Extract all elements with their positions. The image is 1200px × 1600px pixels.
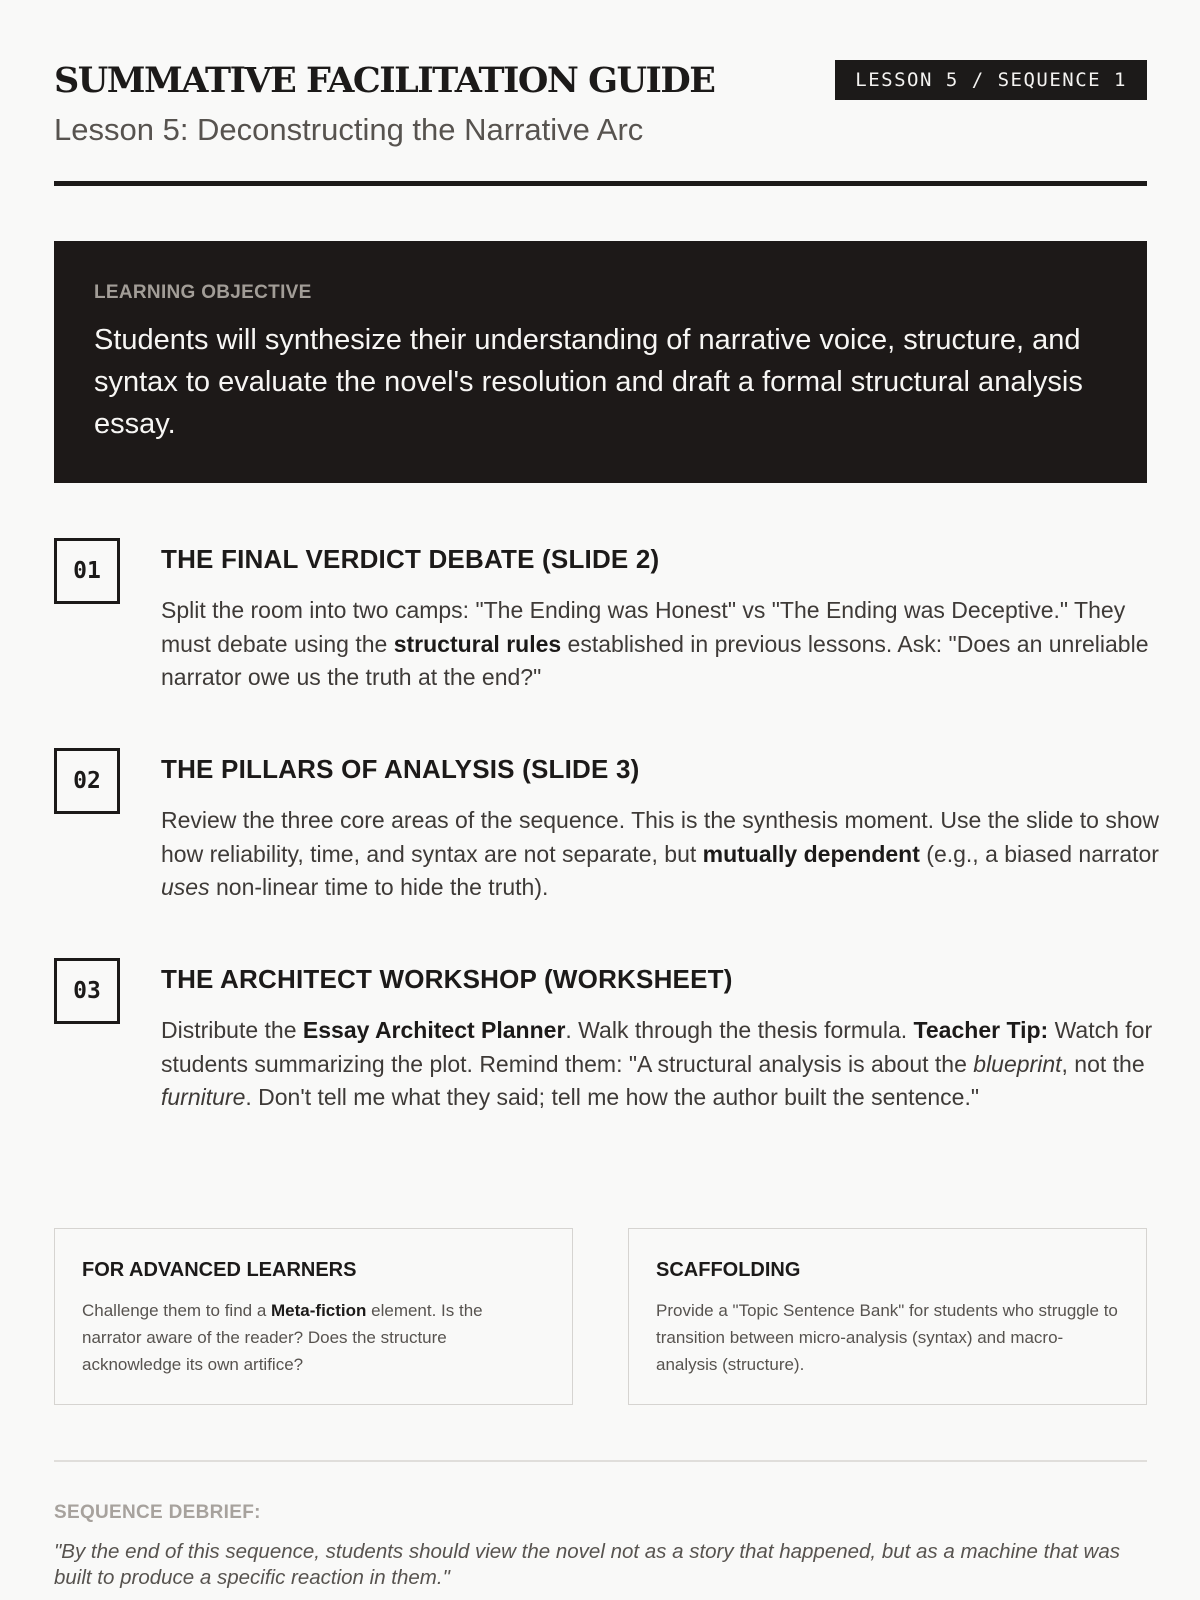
step-description: Review the three core areas of the sequence. This is the synthesis moment. Use the slide to show how reliability, time, and syntax are not separate, but mutually dependent (e.g., a biased narrator uses non-linear time to hide the truth). [161,807,1160,900]
objective-label: LEARNING OBJECTIVE [94,282,312,303]
teacher-tip-label: Teacher Tip: [913,1017,1049,1043]
debrief-quote: "By the end of this sequence, students should view the novel not as a story that happened, but as a machine that was built to produce a specific reaction in them." [54,1540,1120,1589]
card-text: Challenge them to find a Meta-fiction element. Is the narrator aware of the reader? Does the structure acknowledge its own artifice? [82,1301,483,1374]
header-divider [54,181,1147,186]
italic-text: uses [161,874,210,900]
card-title: FOR ADVANCED LEARNERS [82,1259,357,1281]
page-header [54,58,1147,148]
advanced-learners-card [54,1228,573,1405]
lesson-sequence-badge: LESSON 5 / SEQUENCE 1 [835,60,1147,100]
page-subtitle: Lesson 5: Deconstructing the Narrative Arc [54,112,644,147]
italic-text: blueprint [973,1050,1062,1077]
emphasis-text: Meta-fiction [271,1301,367,1320]
step-number-badge: 01 [54,538,120,604]
objective-text: Students will synthesize their understanding of narrative voice, structure, and syntax to evaluate the novel's resolution and draft a formal structural analysis essay. [94,324,1083,440]
step-number-badge: 03 [54,958,120,1024]
step-title: THE FINAL VERDICT DEBATE (SLIDE 2) [161,544,660,574]
page-title: SUMMATIVE FACILITATION GUIDE [54,60,715,101]
italic-text: furniture [161,1084,246,1110]
step-title: THE ARCHITECT WORKSHOP (WORKSHEET) [161,964,733,994]
emphasis-text: Essay Architect Planner [302,1017,566,1043]
card-title: SCAFFOLDING [656,1259,801,1281]
step-description: Split the room into two camps: "The Ending was Honest" vs "The Ending was Deceptive." They must debate using the structural rules established in previous lessons. Ask: "Does an unreliable narrator owe us the truth at the end?" [161,597,1149,690]
scaffolding-card [628,1228,1147,1405]
emphasis-text: structural rules [393,630,562,657]
card-text: Provide a "Topic Sentence Bank" for students who struggle to transition between micro-analysis (syntax) and macro-analysis (structure). [656,1301,1118,1374]
step-title: THE PILLARS OF ANALYSIS (SLIDE 3) [161,754,640,784]
emphasis-text: mutually dependent [702,840,920,867]
step-number-badge: 02 [54,748,120,814]
step-description: Distribute the Essay Architect Planner. Walk through the thesis formula. Teacher Tip: Watch for students summarizing the plot. Remind them: "A structural analysis is about the blueprint, not the furniture. Don't tell me what they said; tell me how the author built the sentence." [161,1017,1153,1110]
debrief-label: SEQUENCE DEBRIEF: [54,1502,261,1523]
footer-divider [54,1460,1147,1462]
learning-objective-panel [54,241,1147,483]
